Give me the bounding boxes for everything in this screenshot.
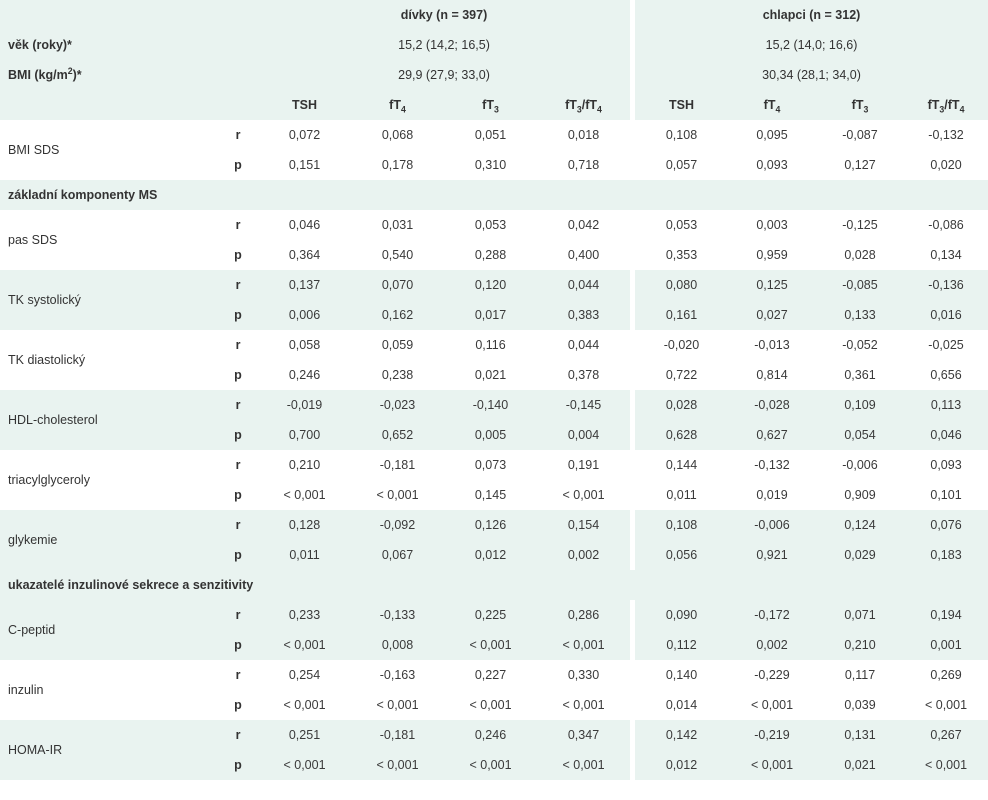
girls-age-value: 15,2 (14,2; 16,5) [258,30,630,60]
value-cell: 0,112 [635,630,728,660]
boys-age-value: 15,2 (14,0; 16,6) [635,30,988,60]
stat-p-label: p [218,630,258,660]
value-cell: 0,194 [904,600,988,630]
value-cell: -0,229 [754,668,790,682]
value-cell: 0,113 [904,390,988,420]
value-cell: 0,051 [474,128,507,142]
value-cell: < 0,001 [258,750,351,780]
value-cell: 0,959 [756,248,788,262]
stat-p-label: p [234,698,242,712]
value-cell: -0,125 [842,218,878,232]
value-cell: 0,378 [567,368,600,382]
value-cell: 0,011 [258,540,351,570]
value-cell: < 0,001 [444,750,537,780]
value-cell: -0,019 [258,390,351,420]
value-cell: < 0,001 [376,698,419,712]
value-cell: 0,246 [444,720,537,750]
girls-bmi-value: 29,9 (27,9; 33,0) [258,60,630,90]
value-cell: 0,021 [474,368,507,382]
value-cell: 0,053 [474,218,507,232]
value-cell: 0,191 [567,458,600,472]
value-cell: 0,251 [258,720,351,750]
value-cell: -0,163 [379,668,416,682]
stat-r-label: r [218,390,258,420]
value-cell: 0,117 [844,668,876,682]
value-cell: -0,023 [351,390,444,420]
col-girls-ft3: $fT_3$ [444,90,537,120]
stat-p-label: p [234,158,242,172]
table-row [0,510,988,540]
table-row [0,660,988,690]
age-label: věk (roky)* [0,30,218,60]
section-insulin-label: ukazatelé inzulinové sekrece a senzitivity [0,570,988,600]
value-cell: 0,019 [756,488,788,502]
table-row [0,210,988,240]
value-cell: 0,011 [666,488,697,502]
value-cell: 0,071 [816,600,904,630]
value-cell: -0,132 [928,128,964,142]
row-label: triacylglyceroly [8,473,90,487]
value-cell: 0,054 [816,420,904,450]
value-cell: 0,005 [444,420,537,450]
table-row [0,600,988,630]
value-cell: 0,347 [537,720,630,750]
value-cell: 0,137 [258,270,351,300]
row-label: C-peptid [0,600,218,660]
value-cell: 0,652 [351,420,444,450]
value-cell: 0,722 [665,368,698,382]
value-cell: -0,006 [842,458,878,472]
value-cell: 0,254 [288,668,321,682]
value-cell: -0,172 [728,600,816,630]
value-cell: 0,233 [258,600,351,630]
stat-r-label: r [235,458,241,472]
row-label: TK diastolický [8,353,86,367]
section-ms [0,180,988,210]
row-label: glykemie [0,510,218,570]
value-cell: -0,181 [379,458,416,472]
value-cell: -0,087 [842,128,878,142]
value-cell: < 0,001 [924,698,968,712]
value-cell: 0,267 [904,720,988,750]
value-cell: 0,028 [844,248,876,262]
value-cell: 0,095 [756,128,788,142]
stat-p-label: p [234,248,242,262]
value-cell: 0,162 [351,300,444,330]
value-cell: < 0,001 [562,698,605,712]
stat-r-label: r [218,270,258,300]
value-cell: 0,042 [567,218,600,232]
stat-p-label: p [218,300,258,330]
stat-r-label: r [218,510,258,540]
stat-p-label: p [234,488,242,502]
value-cell: 0,330 [567,668,600,682]
value-cell: 0,210 [288,458,321,472]
value-cell: < 0,001 [351,750,444,780]
value-cell: 0,700 [258,420,351,450]
value-cell: -0,013 [754,338,790,352]
value-cell: 0,210 [816,630,904,660]
value-cell: 0,151 [288,158,321,172]
value-cell: 0,161 [635,300,728,330]
table-row [0,720,988,750]
value-cell: 0,072 [288,128,321,142]
value-cell: -0,086 [928,218,964,232]
value-cell: < 0,001 [562,488,605,502]
value-cell: 0,017 [444,300,537,330]
value-cell: 0,059 [381,338,414,352]
value-cell: 0,001 [904,630,988,660]
value-cell: -0,133 [351,600,444,630]
value-cell: 0,014 [665,698,698,712]
stat-r-label: r [218,600,258,630]
value-cell: 0,353 [665,248,698,262]
value-cell: 0,627 [728,420,816,450]
value-cell: 0,021 [816,750,904,780]
value-cell: -0,140 [444,390,537,420]
value-cell: -0,136 [904,270,988,300]
value-cell: -0,025 [928,338,964,352]
value-cell: 0,080 [635,270,728,300]
value-cell: 0,116 [475,338,506,352]
value-cell: 0,540 [381,248,414,262]
value-cell: 0,269 [930,668,962,682]
value-cell: -0,132 [754,458,790,472]
stat-p-label: p [218,540,258,570]
value-cell: -0,219 [728,720,816,750]
value-cell: 0,101 [930,488,962,502]
value-cell: 0,068 [381,128,414,142]
value-cell: 0,814 [756,368,788,382]
value-cell: 0,006 [258,300,351,330]
bmi-row [0,60,988,90]
group-header-row [0,0,988,30]
row-label: HDL-cholesterol [0,390,218,450]
stat-r-label: r [235,668,241,682]
value-cell: 0,127 [844,158,876,172]
stat-p-label: p [218,420,258,450]
value-cell: 0,183 [904,540,988,570]
value-cell: -0,092 [351,510,444,540]
value-cell: 0,246 [288,368,321,382]
value-cell: 0,125 [728,270,816,300]
stat-r-label: r [235,218,241,232]
value-cell: 0,027 [728,300,816,330]
value-cell: 0,238 [381,368,414,382]
value-cell: -0,085 [816,270,904,300]
value-cell: < 0,001 [537,630,630,660]
value-cell: 0,002 [728,630,816,660]
value-cell: 0,029 [816,540,904,570]
section-insulin [0,570,988,600]
value-cell: 0,058 [288,338,321,352]
value-cell: 0,090 [635,600,728,630]
value-cell: < 0,001 [750,698,794,712]
value-cell: 0,718 [567,158,600,172]
value-cell: 0,628 [635,420,728,450]
value-cell: -0,052 [842,338,878,352]
value-cell: 0,039 [844,698,876,712]
value-cell: < 0,001 [376,488,419,502]
value-cell: 0,286 [537,600,630,630]
stat-r-label: r [235,128,241,142]
value-cell: 0,076 [904,510,988,540]
value-cell: 0,909 [844,488,876,502]
value-cell: 0,031 [381,218,414,232]
col-girls-ft3-ft4: $fT_3/fT_4$ [537,90,630,120]
value-cell: 0,383 [537,300,630,330]
girls-group-label: dívky (n = 397) [258,0,630,30]
value-cell: 0,067 [351,540,444,570]
value-cell: 0,120 [444,270,537,300]
value-cell: 0,020 [930,158,962,172]
col-boys-ft3-ft4: $fT_3/fT_4$ [904,90,988,120]
value-cell: -0,181 [351,720,444,750]
value-cell: 0,154 [537,510,630,540]
value-cell: -0,006 [728,510,816,540]
value-cell: 0,044 [537,270,630,300]
column-header-row [0,90,988,120]
value-cell: 0,016 [904,300,988,330]
boys-group-label: chlapci (n = 312) [635,0,988,30]
age-row [0,30,988,60]
value-cell: 0,921 [728,540,816,570]
bmi-label: BMI $(kg/m^2)*$ [0,60,218,90]
col-boys-ft3: $fT_3$ [816,90,904,120]
value-cell: 0,134 [930,248,962,262]
value-cell: 0,046 [904,420,988,450]
value-cell: 0,044 [567,338,600,352]
value-cell: 0,126 [444,510,537,540]
value-cell: 0,144 [665,458,698,472]
value-cell: < 0,001 [728,750,816,780]
value-cell: < 0,001 [283,698,326,712]
col-girls-tsh: TSH [258,90,351,120]
value-cell: 0,133 [816,300,904,330]
value-cell: 0,131 [816,720,904,750]
value-cell: 0,003 [756,218,788,232]
value-cell: 0,012 [635,750,728,780]
value-cell: -0,020 [663,338,700,352]
value-cell: 0,288 [474,248,507,262]
value-cell: 0,070 [351,270,444,300]
value-cell: -0,145 [537,390,630,420]
row-label: TK systolický [0,270,218,330]
row-label: BMI SDS [8,143,60,157]
stat-p-label: p [218,750,258,780]
value-cell: < 0,001 [444,630,537,660]
value-cell: 0,012 [444,540,537,570]
value-cell: 0,400 [567,248,600,262]
value-cell: < 0,001 [283,488,326,502]
table-row [0,450,988,480]
value-cell: 0,109 [816,390,904,420]
value-cell: 0,124 [816,510,904,540]
value-cell: 0,028 [635,390,728,420]
value-cell: 0,310 [474,158,507,172]
value-cell: 0,002 [537,540,630,570]
value-cell: 0,018 [567,128,600,142]
col-girls-ft4: $fT_4$ [351,90,444,120]
col-boys-ft4: $fT_4$ [728,90,816,120]
value-cell: 0,140 [665,668,698,682]
value-cell: 0,142 [635,720,728,750]
value-cell: 0,364 [288,248,321,262]
row-label: HOMA-IR [0,720,218,780]
col-boys-tsh: TSH [635,90,728,120]
value-cell: 0,056 [635,540,728,570]
value-cell: 0,227 [474,668,507,682]
stat-r-label: r [235,338,241,352]
value-cell: < 0,001 [537,750,630,780]
value-cell: 0,361 [844,368,876,382]
value-cell: 0,093 [756,158,788,172]
stat-r-label: r [218,720,258,750]
boys-bmi-value: 30,34 (28,1; 34,0) [635,60,988,90]
value-cell: 0,057 [665,158,698,172]
stat-p-label: p [234,368,242,382]
value-cell: 0,128 [258,510,351,540]
value-cell: 0,108 [635,510,728,540]
section-ms-label: základní komponenty MS [0,180,988,210]
value-cell: 0,108 [665,128,698,142]
table-row [0,120,988,150]
value-cell: 0,145 [474,488,507,502]
value-cell: 0,093 [930,458,962,472]
value-cell: 0,656 [930,368,962,382]
value-cell: 0,178 [381,158,414,172]
row-label: pas SDS [8,233,58,247]
value-cell: 0,046 [288,218,321,232]
value-cell: 0,225 [444,600,537,630]
value-cell: < 0,001 [258,630,351,660]
value-cell: -0,028 [728,390,816,420]
row-label: inzulin [8,683,44,697]
value-cell: < 0,001 [904,750,988,780]
value-cell: 0,004 [537,420,630,450]
value-cell: 0,053 [665,218,698,232]
table-row [0,270,988,300]
value-cell: 0,008 [351,630,444,660]
table-row [0,330,988,360]
value-cell: < 0,001 [469,698,512,712]
value-cell: 0,073 [474,458,507,472]
table-row [0,390,988,420]
